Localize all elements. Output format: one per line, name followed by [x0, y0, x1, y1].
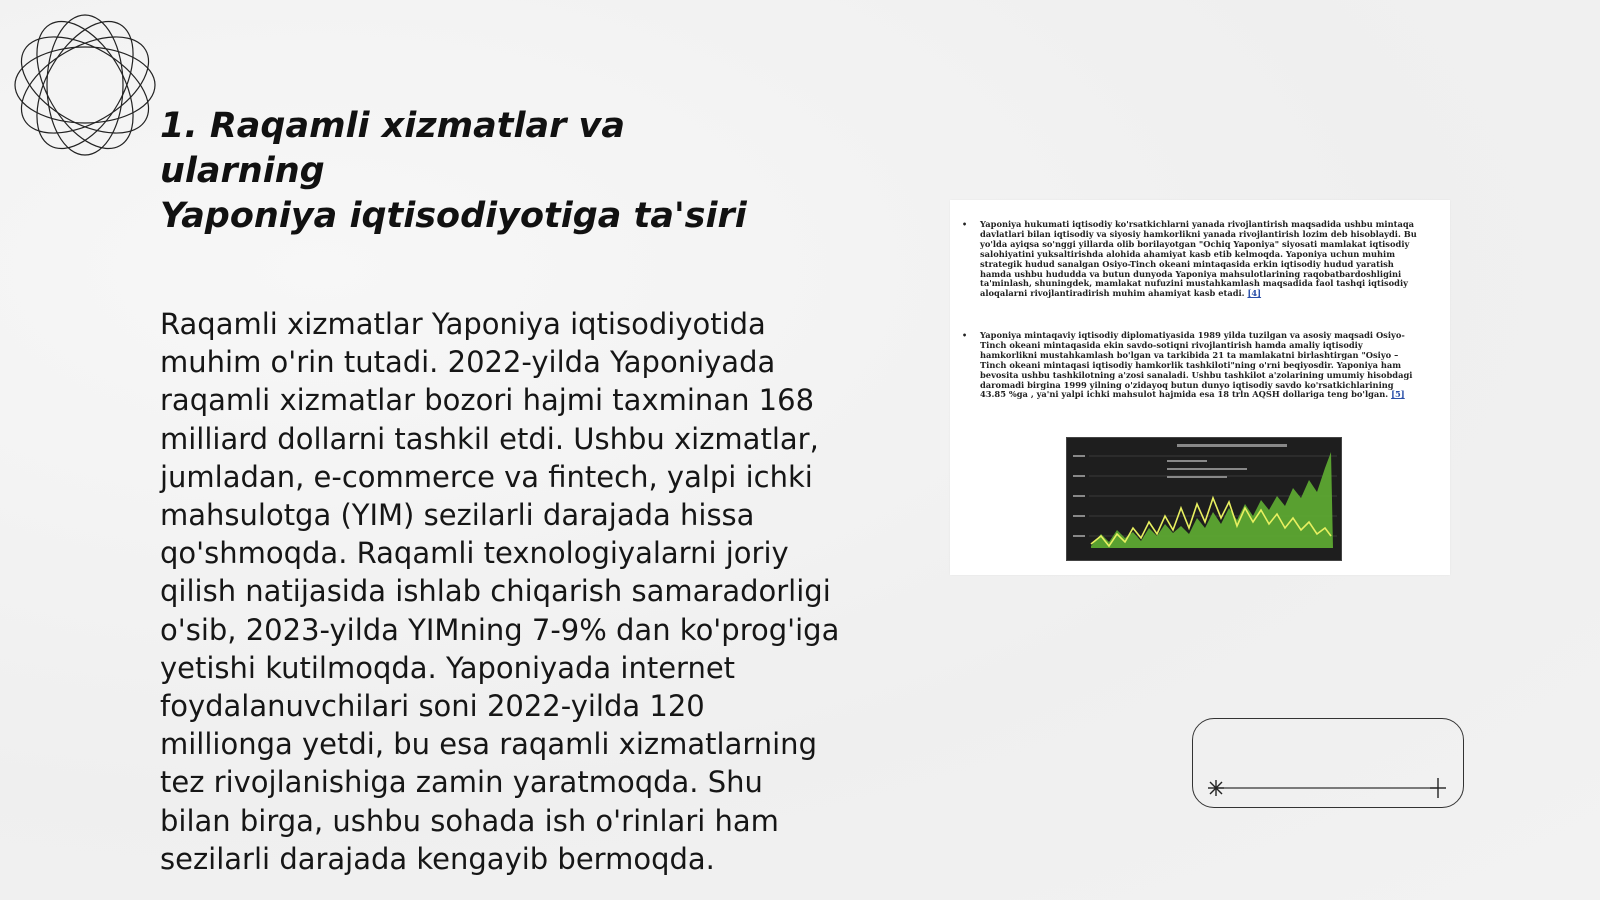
slide-body-text: Raqamli xizmatlar Yaponiya iqtisodiyotida muhim o'rin tutadi. 2022-yilda Yaponiyada raqamli xizmatlar bozori hajmi taxminan 168 milliard dollarni tashkil etdi. Ushbu xizmatlar, jumladan, e-commerce va fintech, yalpi ichki mahsulotga (YIM) sezilarli darajada hissa qo'shmoqda. Raqamli texnologiyalarni joriy qilish natijasida ishlab chiqarish samaradorligi o'sib, 2023-yilda YIMning 7-9% dan ko'prog'iga yetishi kutilmoqda. Yaponiyada internet foydalanuvchilari soni 2022-yilda 120 millionga yetdi, bu esa raqamli xizmatlarning tez rivojlanishiga zamin yaratmoqda. Shu bilan birga, ushbu sohada ish o'rinlari ham sezilarli darajada kengayib bermoqda.: [160, 307, 840, 876]
timeline-decoration: [1192, 718, 1464, 808]
document-bullet-2: [980, 331, 1420, 400]
document-reference-link: [4]: [1247, 288, 1262, 299]
document-screenshot-image: [950, 200, 1450, 575]
document-reference-link: [5]: [1391, 389, 1405, 400]
slide-title-line1: 1. Raqamli xizmatlar va ularning: [160, 106, 625, 191]
document-bullet-1-text: Yaponiya hukumati iqtisodiy ko'rsatkichlarni yanada rivojlantirish maqsadida ushbu mintaqa davlatlari bilan iqtisodiy va siyosiy hamkorlikni yanada rivojlantirish lozim deb hisoblaydi. Bu yo'lda ayiqsa so'nggi yillarda olib borilayotgan "Ochiq Yaponiya" siyosati mamlakat iqtisodiy salohiyatini yuksaltirishda alohida ahamiyat kasb etib kelmoqda. Yaponiya uchun muhim strategik hudud sanalgan Osiyo-Tinch okeani mintaqasida erkin iqtisodiy hudud yaratish hamda ushbu hududda va butun dunyoda Yaponiya mahsulotlarining raqobatbardoshligini ta'minlash, shuningdek, mamlakat nufuzini mustahkamlash maqsadida faol tashqi iqtisodiy aloqalarni rivojlantiradirish muhim ahamiyat kasb etadi.: [980, 219, 1417, 299]
embedded-chart-image: [1066, 437, 1342, 561]
slide-title-line2: Yaponiya iqtisodiyotiga ta'siri: [160, 196, 747, 236]
document-bullet-1: [980, 220, 1420, 299]
orbit-decoration-icon: [10, 10, 160, 160]
document-bullet-2-text: Yaponiya mintaqaviy iqtisodiy diplomatiyasida 1989 yilda tuzilgan va asosiy maqsadi Osiyo- Tinch okeani mintaqasida ekin savdo-sotiqni rivojlantirish hamda amaliy iqtisodiy hamkorlikni mustahkamlash bo'lgan va tarkibida 21 ta mamlakatni birlashtirgan "Osiyo – Tinch okeani mintaqasi iqtisodiy hamkorlik tashkiloti"ning o'rni beqiyosdir. Yaponiya ham bevosita ushbu tashkilotning a'zosi sanaladi. Ushbu tashkilot a'zolarining umumiy hisobdagi daromadi birgina 1999 yilning o'zidayoq butun dunyo iqtisodiy savdo ko'rsatkichlarining 43.85 %ga , ya'ni yalpi ichki mahsulot hajmida esa 18 trln AQSH dollariga teng bo'lgan.: [980, 330, 1413, 400]
slide-title: [160, 104, 800, 239]
